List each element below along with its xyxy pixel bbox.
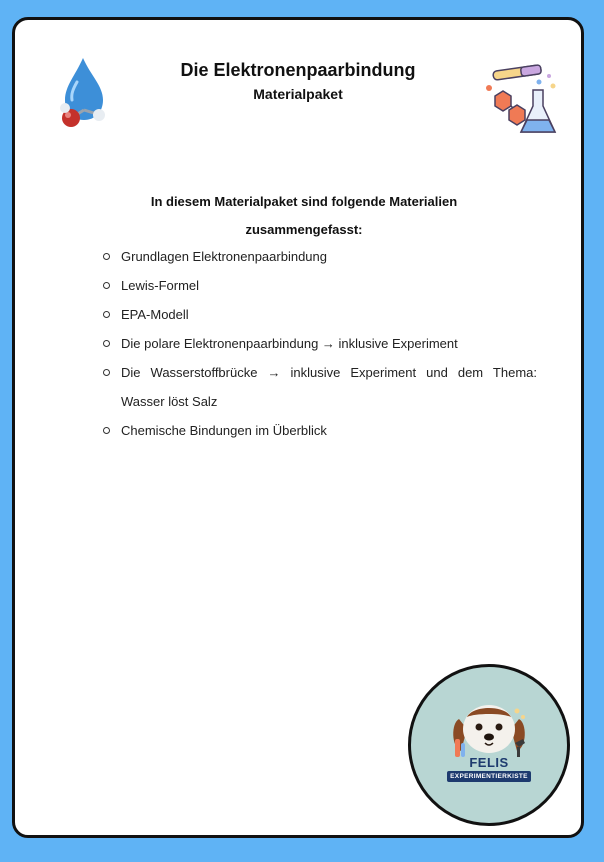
chemistry-lab-flask-icon	[475, 62, 561, 142]
materials-list	[101, 242, 537, 445]
list-item: Grundlagen Elektronenpaarbindung	[101, 242, 537, 271]
logo-name: FELIS	[469, 755, 509, 770]
list-item: EPA-Modell	[101, 300, 537, 329]
intro-text: In diesem Materialpaket sind folgende Materialien zusammengefasst:	[150, 194, 458, 237]
bullet-icon	[103, 253, 110, 260]
list-item: Die Wasserstoffbrücke → inklusive Experiment und dem Thema: Wasser löst Salz	[101, 358, 537, 416]
list-item: Lewis-Formel	[101, 271, 537, 300]
bullet-icon	[103, 427, 110, 434]
dog-mascot-icon	[411, 667, 567, 823]
list-item: Die polare Elektronenpaarbindung → inklusive Experiment	[101, 329, 537, 358]
list-item: Chemische Bindungen im Überblick	[101, 416, 537, 445]
bullet-icon	[103, 340, 110, 347]
page-subtitle: Materialpaket	[253, 86, 343, 102]
bullet-icon	[103, 311, 110, 318]
page-title: Die Elektronenpaarbindung	[180, 60, 416, 80]
bullet-icon	[103, 282, 110, 289]
logo-tagline: EXPERIMENTIERKISTE	[447, 771, 531, 782]
bullet-icon	[103, 369, 110, 376]
felis-logo	[408, 664, 570, 826]
document-page	[12, 17, 584, 838]
